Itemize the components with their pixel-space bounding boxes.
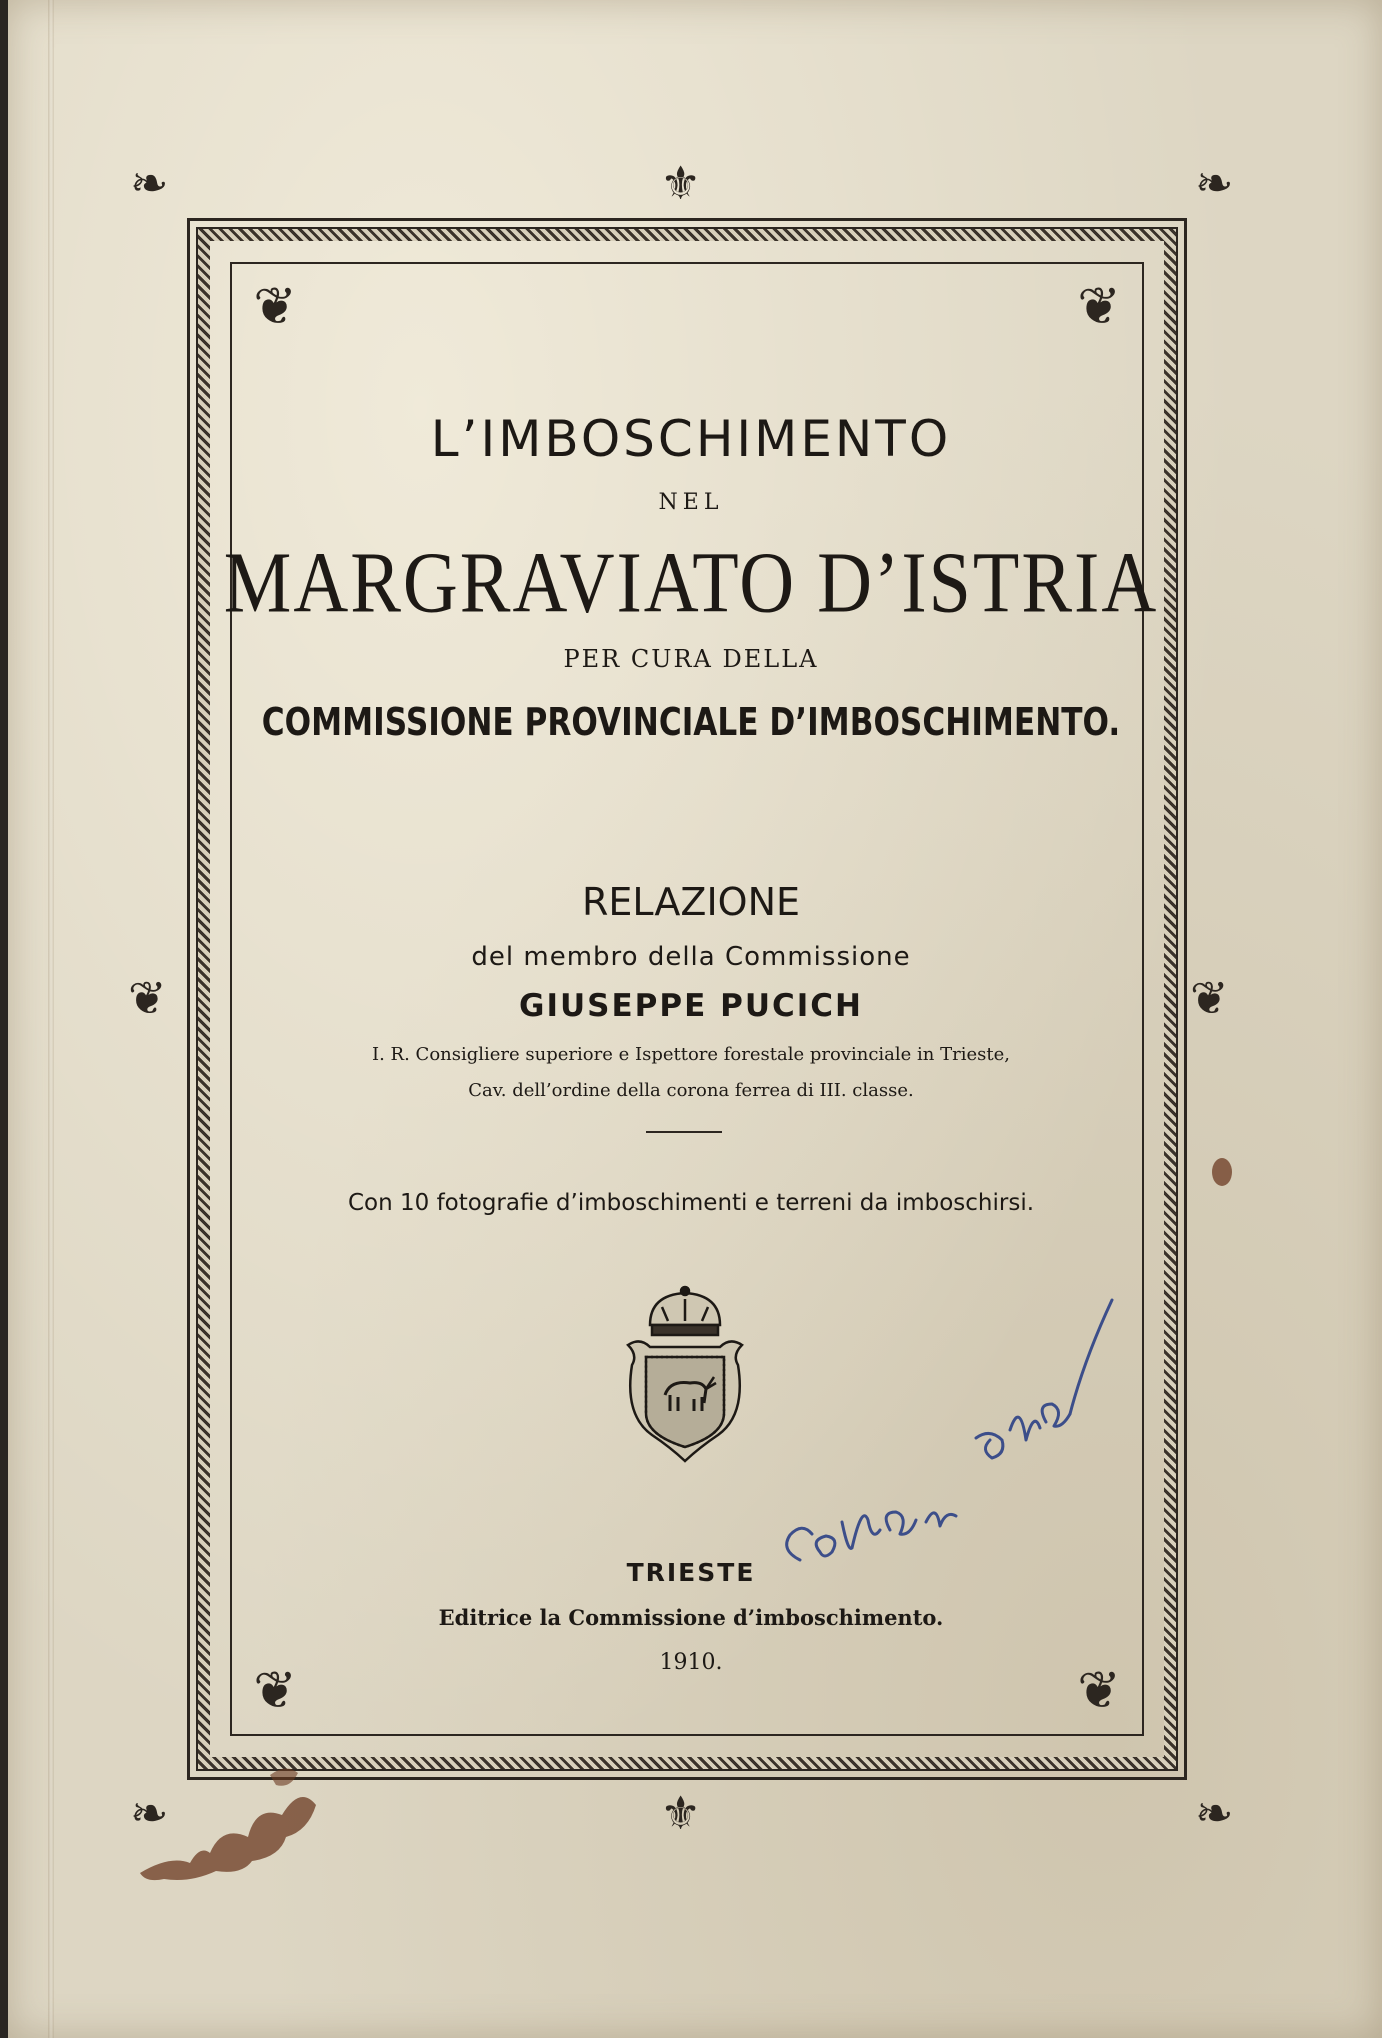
publication-year: 1910. (659, 1650, 723, 1675)
fleuron-icon: ⚜ (660, 156, 702, 210)
corner-ornament-icon: ❦ (1077, 277, 1121, 337)
handwritten-signature (740, 1290, 1120, 1580)
stain-mark (130, 1745, 330, 1885)
flourish-icon: ❧ (130, 1786, 169, 1840)
commission-name: COMMISSIONE PROVINCIALE D’IMBOSCHIMENTO. (261, 700, 1121, 744)
report-by-line: del membro della Commissione (471, 942, 911, 972)
title-connector: NEL (658, 490, 724, 515)
publication-city: TRIESTE (626, 1558, 756, 1587)
coat-of-arms-icon (620, 1285, 750, 1465)
corner-ornament-icon: ❦ (1077, 1661, 1121, 1721)
stain-spot (1212, 1158, 1232, 1186)
flourish-icon: ❧ (1195, 1786, 1234, 1840)
corner-ornament-icon: ❦ (253, 277, 297, 337)
fleuron-icon: ⚜ (660, 1786, 702, 1840)
publisher: Editrice la Commissione d’imboschimento. (438, 1605, 944, 1630)
report-label: RELAZIONE (581, 880, 801, 924)
author-role-line-1: I. R. Consigliere superiore e Ispettore forestale provinciale in Trieste, (372, 1044, 1010, 1065)
side-scroll-icon: ❦ (128, 971, 167, 1025)
per-cura-line: PER CURA DELLA (563, 645, 819, 673)
corner-ornament-icon: ❦ (253, 1661, 297, 1721)
divider-rule (646, 1131, 722, 1133)
title-line-1: L’IMBOSCHIMENTO (430, 410, 952, 468)
author-role-line-2: Cav. dell’ordine della corona ferrea di III. classe. (468, 1080, 914, 1101)
title-line-2: MARGRAVIATO D’ISTRIA (223, 534, 1159, 632)
side-scroll-icon: ❦ (1190, 971, 1229, 1025)
flourish-icon: ❧ (1195, 156, 1234, 210)
photos-note: Con 10 fotografie d’imboschimenti e terreni da imboschirsi. (347, 1190, 1035, 1216)
flourish-icon: ❧ (130, 156, 169, 210)
author-name: GIUSEPPE PUCICH (519, 988, 863, 1024)
